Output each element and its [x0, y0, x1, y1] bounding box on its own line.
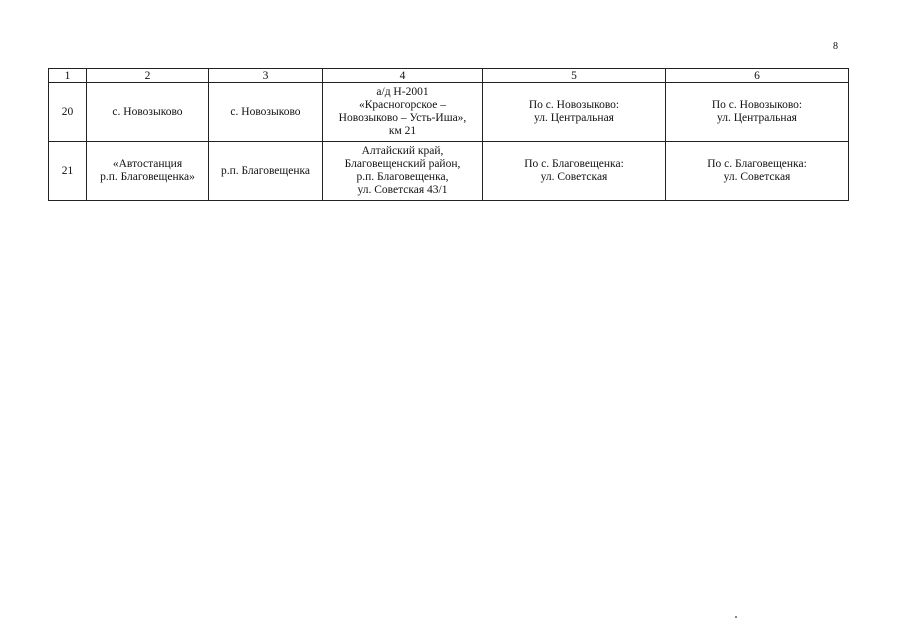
route-forward-cell: По с. Новозыково: ул. Центральная	[483, 83, 666, 142]
table-row	[49, 142, 849, 201]
table-row	[49, 83, 849, 142]
settlement-cell: с. Новозыково	[209, 83, 323, 142]
route-backward-cell: По с. Благовещенка: ул. Советская	[666, 142, 849, 201]
header-cell-3: 3	[209, 69, 323, 83]
header-cell-1: 1	[49, 69, 87, 83]
header-cell-4: 4	[323, 69, 483, 83]
location-cell: а/д Н-2001 «Красногорское – Новозыково – Усть-Иша», км 21	[323, 83, 483, 142]
route-table	[48, 68, 849, 201]
settlement-cell: р.п. Благовещенка	[209, 142, 323, 201]
header-cell-6: 6	[666, 69, 849, 83]
header-cell-5: 5	[483, 69, 666, 83]
table-header-row	[49, 69, 849, 83]
stop-name-cell: с. Новозыково	[87, 83, 209, 142]
route-forward-cell: По с. Благовещенка: ул. Советская	[483, 142, 666, 201]
row-number-cell: 21	[49, 142, 87, 201]
scan-speck	[735, 616, 737, 618]
location-cell: Алтайский край, Благовещенский район, р.п. Благовещенка, ул. Советская 43/1	[323, 142, 483, 201]
header-cell-2: 2	[87, 69, 209, 83]
row-number-cell: 20	[49, 83, 87, 142]
page-number: 8	[833, 41, 838, 52]
stop-name-cell: «Автостанция р.п. Благовещенка»	[87, 142, 209, 201]
route-backward-cell: По с. Новозыково: ул. Центральная	[666, 83, 849, 142]
